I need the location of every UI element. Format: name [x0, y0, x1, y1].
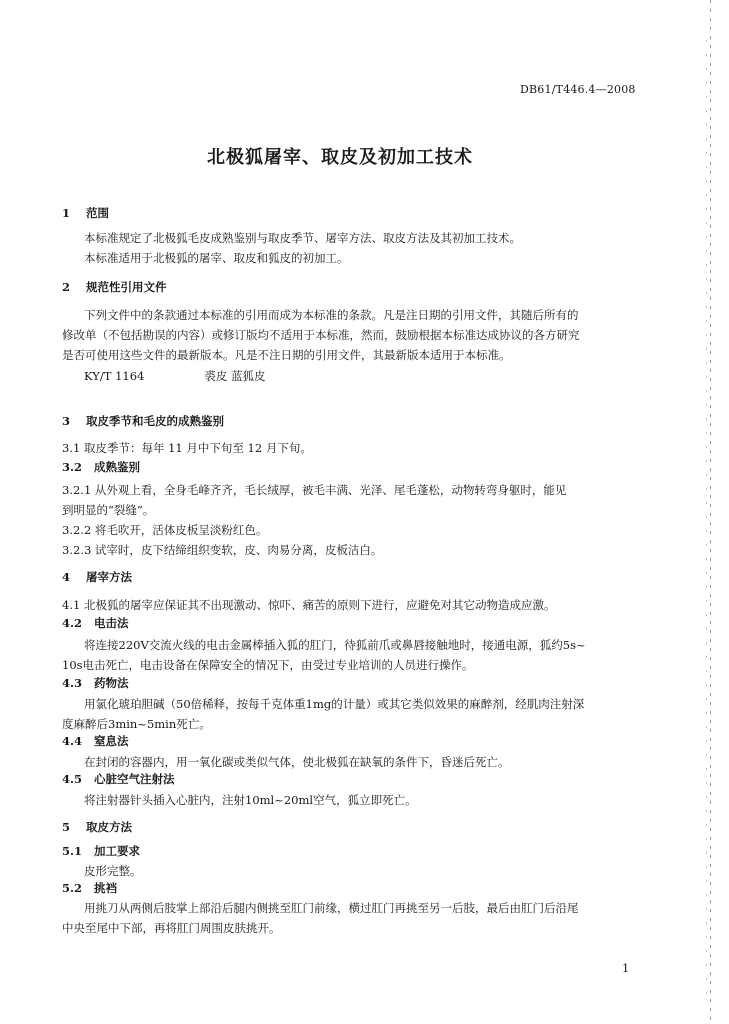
clause-number: 5.1 [62, 844, 83, 858]
clause-number: 4.4 [62, 734, 83, 748]
section-number: 4 [62, 570, 71, 584]
section-number: 5 [62, 820, 71, 834]
clause-3-2-3: 3.2.3 试宰时，皮下结缔组织变软，皮、肉易分离，皮板洁白。 [62, 543, 383, 557]
paragraph-line: 修改单（不包括勘误的内容）或修订版均不适用于本标准，然而，鼓励根据本标准达成协议的各方研究 [62, 328, 580, 342]
clause-title: 加工要求 [94, 844, 141, 858]
clause-number: 5.2 [62, 881, 83, 895]
clause-number: 3.2 [62, 460, 83, 474]
paragraph: 本标准规定了北极狐毛皮成熟鉴别与取皮季节、屠宰方法、取皮方法及其初加工技术。 [84, 231, 521, 245]
paragraph-line: 在封闭的容器内，用一氧化碳或类似气体，使北极狐在缺氧的条件下，昏迷后死亡。 [84, 755, 510, 769]
paragraph-line: 度麻醉后3min~5min死亡。 [62, 717, 211, 731]
paragraph-line: 用挑刀从两侧后肢掌上部沿后腿内侧挑至肛门前缘，横过肛门再挑至另一后肢，最后由肛门后沿尾 [84, 901, 579, 915]
clause-5-1-heading [62, 843, 140, 859]
section-number: 2 [62, 280, 71, 294]
section-title: 取皮方法 [86, 820, 133, 834]
section-title: 规范性引用文件 [86, 280, 167, 294]
clause-title: 挑裆 [94, 881, 118, 895]
clause-4-3-heading [62, 675, 129, 691]
page-title: 北极狐屠宰、取皮及初加工技术 [207, 147, 473, 168]
section-2-heading [62, 279, 167, 295]
paragraph-line: 将注射器针头插入心脏内，注射10ml~20ml空气，狐立即死亡。 [84, 793, 417, 807]
section-4-heading [62, 569, 132, 585]
paragraph-line: 10s电击死亡，电击设备在保障安全的情况下，由受过专业培训的人员进行操作。 [62, 658, 474, 672]
reference-entry [84, 366, 266, 386]
document-code: DB61/T446.4—2008 [520, 83, 636, 96]
section-5-heading [62, 819, 132, 835]
paragraph-line: 皮形完整。 [84, 864, 142, 878]
paragraph-line: 中央至尾中下部，再将肛门周围皮肤挑开。 [62, 921, 281, 935]
paragraph-line: 下列文件中的条款通过本标准的引用而成为本标准的条款。凡是注日期的引用文件，其随后所有的 [84, 308, 579, 322]
clause-title: 成熟鉴别 [94, 460, 141, 474]
reference-code: KY/T 1164 [84, 369, 145, 383]
paragraph-line: 是否可使用这些文件的最新版本。凡是不注日期的引用文件，其最新版本适用于本标准。 [62, 348, 511, 362]
clause-3-2-2: 3.2.2 将毛吹开，活体皮板呈淡粉红色。 [62, 523, 268, 537]
clause-title: 药物法 [94, 676, 129, 690]
section-number: 1 [62, 206, 71, 220]
paragraph-line: 将连接220V交流火线的电击金属棒插入狐的肛门，待狐前爪或鼻唇接触地时，接通电源，狐约5s~ [84, 638, 586, 652]
clause-4-1: 4.1 北极狐的屠宰应保证其不出现激动、惊吓、痛苦的原则下进行，应避免对其它动物造成应激。 [62, 598, 556, 612]
clause-3-2-1-line: 3.2.1 从外观上看，全身毛峰齐齐，毛长绒厚，被毛丰满、光泽、尾毛蓬松，动物转弯身躯时，能见 [62, 483, 567, 497]
paragraph-line: 用氯化琥珀胆碱（50倍稀释，按每千克体重1mg的计量）或其它类似效果的麻醉剂，经肌肉注射深 [84, 697, 585, 711]
clause-number: 4.3 [62, 676, 83, 690]
clause-3-2-1-line: 到明显的“裂缝”。 [62, 503, 155, 517]
clause-title: 窒息法 [94, 734, 129, 748]
paragraph: 本标准适用于北极狐的屠宰、取皮和狐皮的初加工。 [84, 251, 349, 265]
clause-number: 4.2 [62, 616, 83, 630]
clause-4-5-heading [62, 771, 175, 787]
scan-edge-line-inner [706, 40, 707, 1000]
clause-4-4-heading [62, 733, 129, 749]
section-1-heading [62, 205, 109, 221]
section-title: 屠宰方法 [86, 570, 133, 584]
clause-3-2-heading [62, 459, 140, 475]
clause-title: 电击法 [94, 616, 129, 630]
clause-4-2-heading [62, 615, 129, 631]
section-3-heading [62, 413, 224, 429]
section-number: 3 [62, 414, 71, 428]
reference-title: 裘皮 蓝狐皮 [204, 369, 266, 383]
clause-title: 心脏空气注射法 [94, 772, 175, 786]
page-number: 1 [622, 961, 630, 975]
section-title: 取皮季节和毛皮的成熟鉴别 [86, 414, 225, 428]
scan-edge-line [710, 0, 711, 1024]
clause-5-2-heading [62, 880, 117, 896]
clause-number: 4.5 [62, 772, 83, 786]
clause-3-1: 3.1 取皮季节：每年 11 月中下旬至 12 月下旬。 [62, 441, 312, 455]
section-title: 范围 [86, 206, 110, 220]
